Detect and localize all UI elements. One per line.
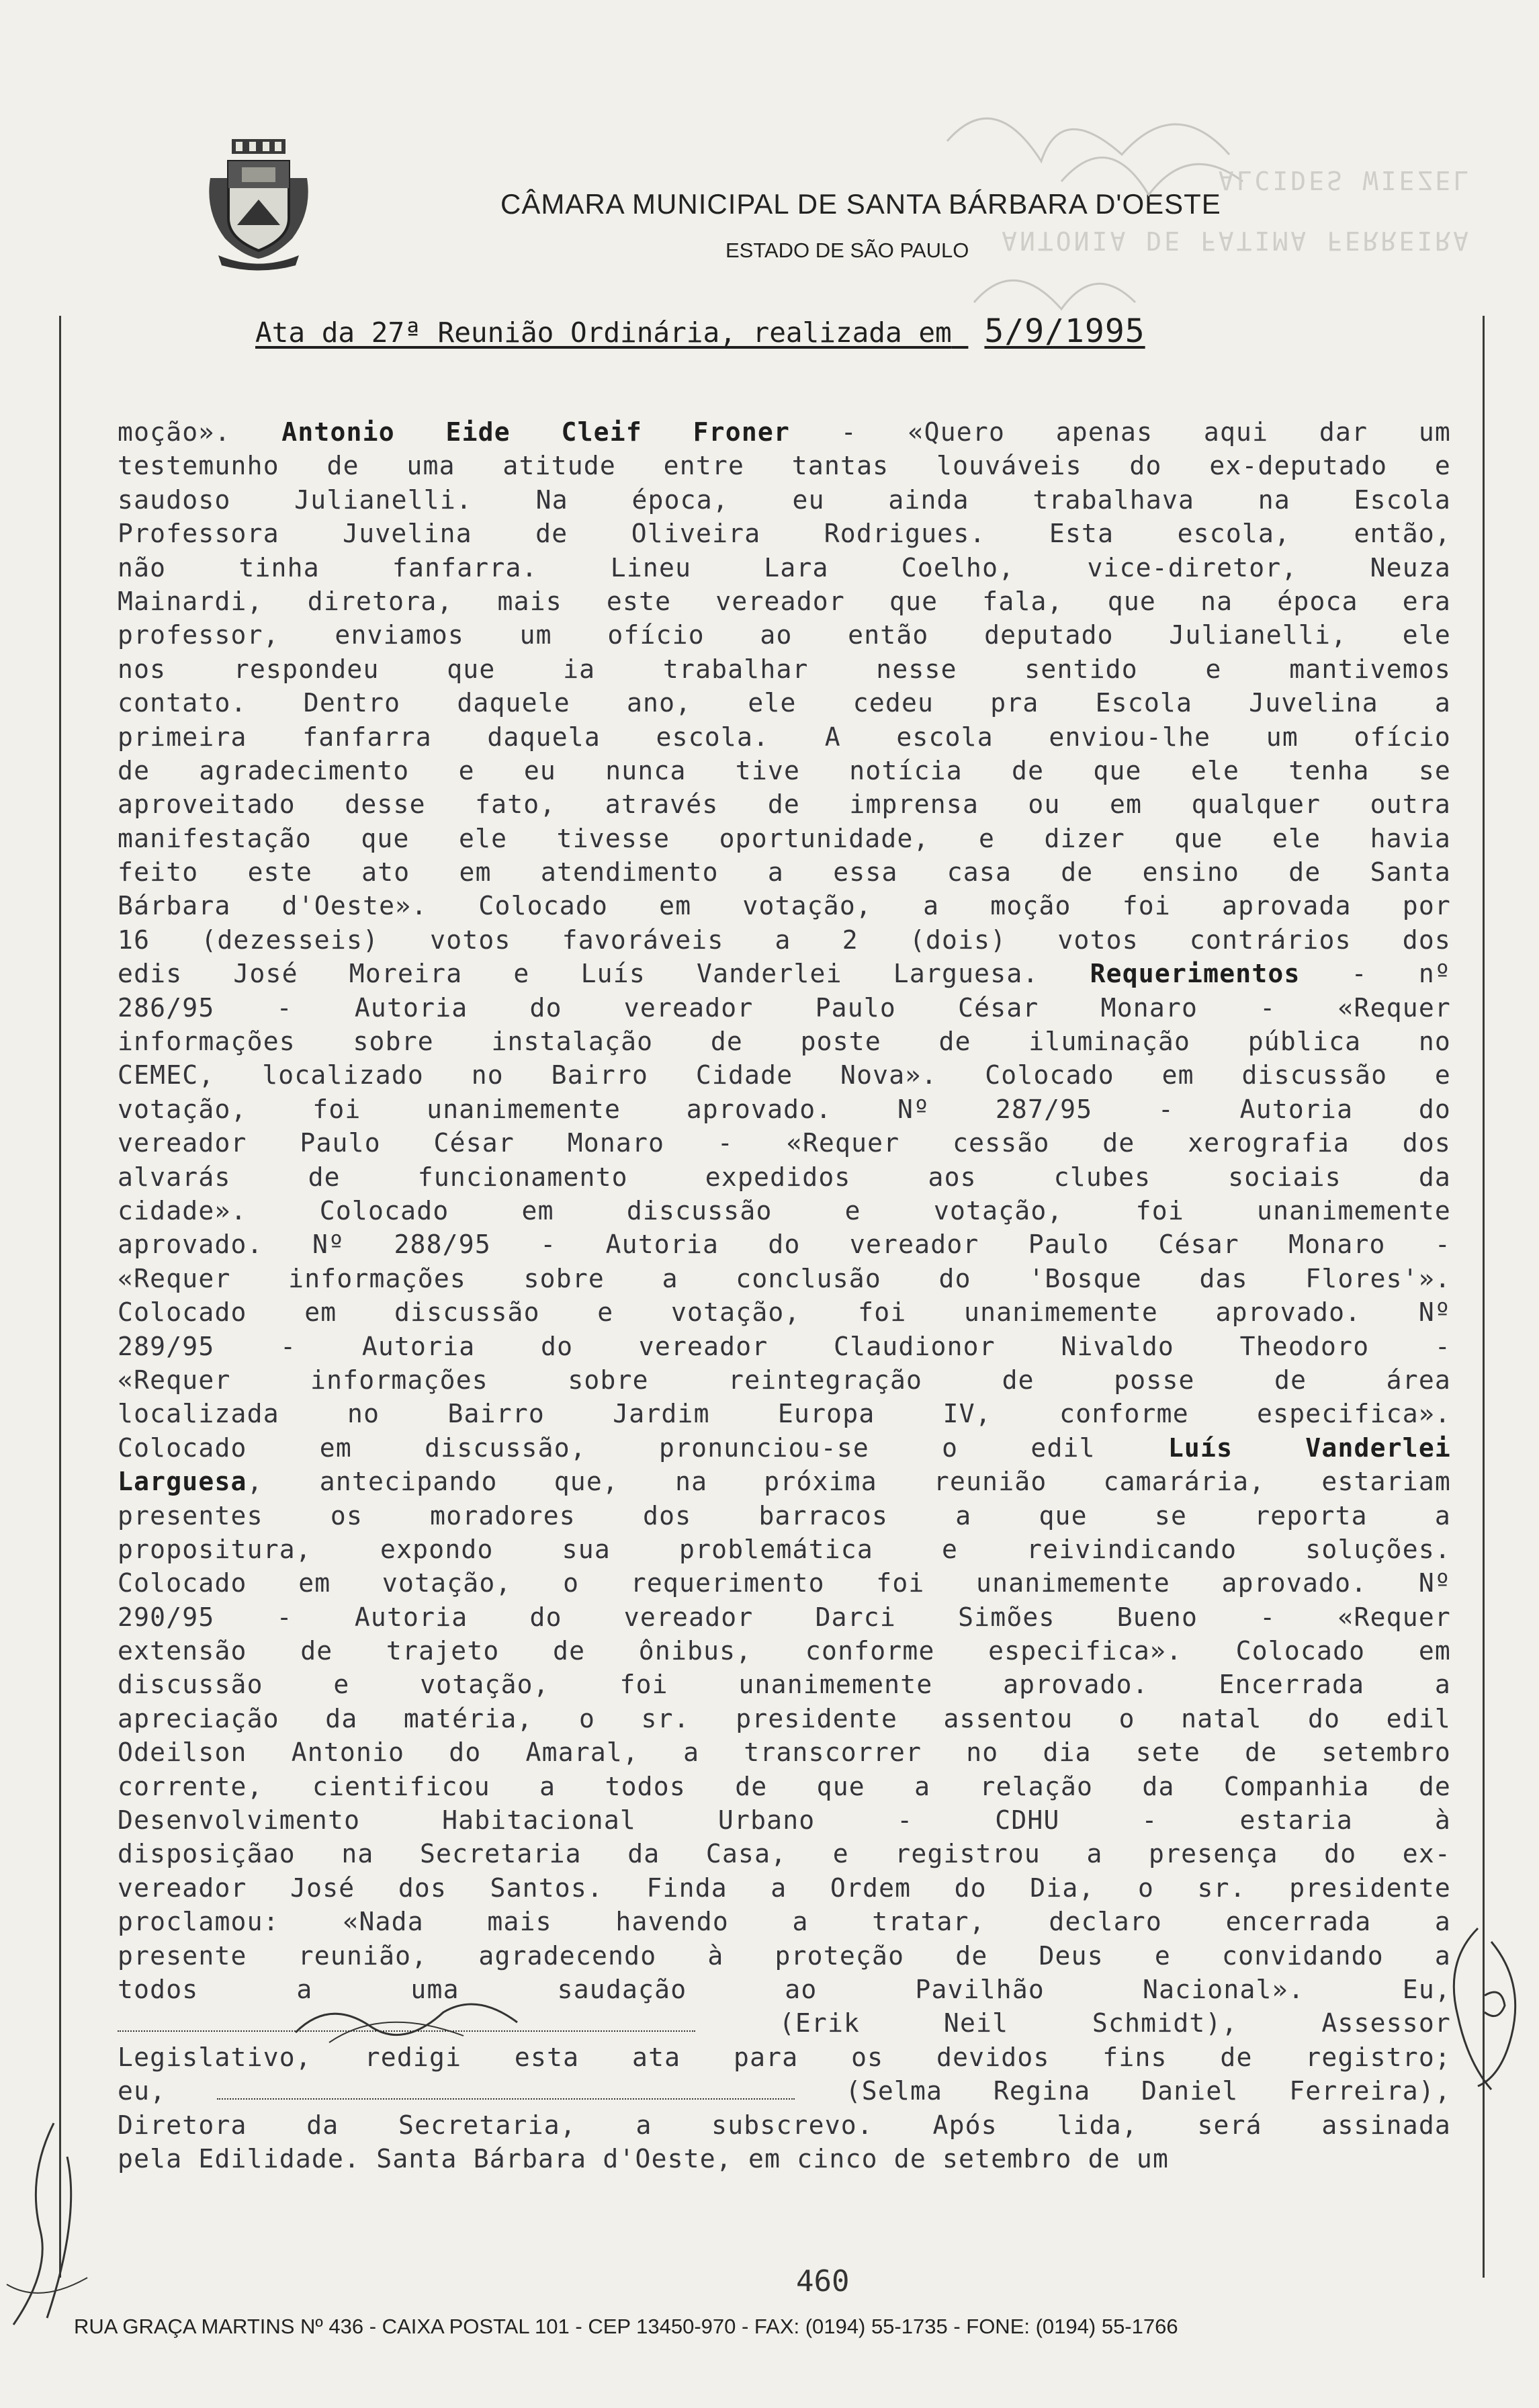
text-run: moção».: [118, 417, 231, 447]
text-line: presente reunião, agradecendo à proteção de Deus e convidando a: [118, 1940, 1451, 1971]
text-line: Diretora da Secretaria, a subscrevo. Após lida, será assinada: [118, 2110, 1451, 2140]
text-line: corrente, cientificou a todos de que a relação da Companhia de: [118, 1771, 1451, 1801]
text-line: [118, 415, 1451, 449]
minutes-body: [118, 415, 1451, 2176]
text-line: CEMEC, localizado no Bairro Cidade Nova». Colocado em discussão e: [118, 1060, 1451, 1090]
text-line: primeira fanfarra daquela escola. A escola enviou-lhe um ofício: [118, 722, 1451, 752]
text-run: - «Quero apenas aqui dar um: [790, 417, 1451, 447]
text-run: (Selma Regina Daniel Ferreira),: [845, 2076, 1451, 2106]
text-line: Professora Juvelina de Oliveira Rodrigues. Esta escola, então,: [118, 519, 1451, 549]
speaker-name: Larguesa: [118, 1467, 247, 1497]
show-through-name-2: ANTONIA DE FATIMA FERREIRA: [1002, 226, 1471, 255]
footer-address: RUA GRAÇA MARTINS Nº 436 - CAIXA POSTAL 101 - CEP 13450-970 - FAX: (0194) 55-1735 - FONE: (0194) 55-1766: [74, 2315, 1178, 2338]
text-line: alvarás de funcionamento expedidos aos clubes sociais da: [118, 1162, 1451, 1192]
text-line: saudoso Julianelli. Na época, eu ainda trabalhava na Escola: [118, 484, 1451, 515]
handwritten-rubric-right: [1438, 1922, 1532, 2096]
text-run: - nº: [1300, 959, 1451, 989]
text-line: de agradecimento e eu nunca tive notícia de que ele tenha se: [118, 755, 1451, 785]
text-line: votação, foi unanimemente aprovado. Nº 287/95 - Autoria do: [118, 1094, 1451, 1124]
text-line: Bárbara d'Oeste». Colocado em votação, a moção foi aprovada por: [118, 891, 1451, 921]
speaker-name: Antonio Eide Cleif Froner: [281, 417, 791, 447]
text-line: vereador Paulo César Monaro - «Requer cessão de xerografia dos: [118, 1128, 1451, 1158]
text-line: Odeilson Antonio do Amaral, a transcorrer no dia sete de setembro: [118, 1737, 1451, 1768]
text-line: Desenvolvimento Habitacional Urbano - CDHU - estaria à: [118, 1805, 1451, 1836]
minutes-title-text: Ata da 27ª Reunião Ordinária, realizada em: [255, 316, 952, 349]
text-line: localizada no Bairro Jardim Europa IV, conforme especifica».: [118, 1399, 1451, 1429]
show-through-name-1: ALCIDES WIEZEL: [1218, 165, 1471, 195]
text-run: Colocado em discussão, pronunciou-se o edil: [118, 1432, 1096, 1463]
text-line: vereador José dos Santos. Finda a Ordem do Dia, o sr. presidente: [118, 1873, 1451, 1903]
text-line: [118, 2006, 1451, 2040]
signature-blank: [118, 2030, 695, 2032]
text-run: (Erik Neil Schmidt), Assessor: [779, 2008, 1451, 2038]
text-line: [118, 957, 1451, 990]
text-line: discussão e votação, foi unanimemente aprovado. Encerrada a: [118, 1670, 1451, 1700]
text-line: Colocado em discussão e votação, foi unanimemente aprovado. Nº: [118, 1297, 1451, 1328]
text-line: não tinha fanfarra. Lineu Lara Coelho, vice-diretor, Neuza: [118, 552, 1451, 583]
text-line: proclamou: «Nada mais havendo a tratar, declaro encerrada a: [118, 1907, 1451, 1937]
meeting-date: 5/9/1995: [984, 312, 1145, 350]
text-line: Colocado em votação, o requerimento foi unanimemente aprovado. Nº: [118, 1568, 1451, 1598]
right-margin-line: [1483, 316, 1485, 2278]
text-line: extensão de trajeto de ônibus, conforme especifica». Colocado em: [118, 1636, 1451, 1666]
text-line: [118, 2074, 1451, 2108]
text-line: todos a uma saudação ao Pavilhão Nacional». Eu,: [118, 1974, 1451, 2004]
text-line: «Requer informações sobre a conclusão do 'Bosque das Flores'».: [118, 1263, 1451, 1293]
text-line: disposiçãao na Secretaria da Casa, e registrou a presença do ex-: [118, 1839, 1451, 1869]
text-line: «Requer informações sobre reintegração de posse de área: [118, 1365, 1451, 1395]
text-line: testemunho de uma atitude entre tantas louváveis do ex-deputado e: [118, 451, 1451, 481]
handwritten-rubric-left: [0, 2116, 94, 2331]
text-line: propositura, expondo sua problemática e reivindicando soluções.: [118, 1534, 1451, 1564]
text-line: feito este ato em atendimento a essa casa de ensino de Santa: [118, 857, 1451, 888]
text-run: eu,: [118, 2076, 167, 2106]
text-line: 290/95 - Autoria do vereador Darci Simões Bueno - «Requer: [118, 1602, 1451, 1632]
coat-of-arms-logo: [205, 138, 312, 272]
text-line: aprovado. Nº 288/95 - Autoria do vereador Paulo César Monaro -: [118, 1230, 1451, 1260]
text-line: contato. Dentro daquele ano, ele cedeu pra Escola Juvelina a: [118, 688, 1451, 718]
text-line: cidade». Colocado em discussão e votação, foi unanimemente: [118, 1195, 1451, 1226]
signature-blank: [217, 2098, 795, 2100]
text-line: informações sobre instalação de poste de iluminação pública no: [118, 1027, 1451, 1057]
minutes-title: [255, 312, 1145, 350]
text-line: Legislativo, redigi esta ata para os devidos fins de registro;: [118, 2042, 1451, 2072]
text-line: Mainardi, diretora, mais este vereador que fala, que na época era: [118, 586, 1451, 616]
section-heading: Requerimentos: [1090, 959, 1301, 989]
text-line: presentes os moradores dos barracos a que se reporta a: [118, 1500, 1451, 1531]
state-name: ESTADO DE SÃO PAULO: [725, 239, 969, 262]
text-line: 16 (dezesseis) votos favoráveis a 2 (dois) votos contrários dos: [118, 924, 1451, 955]
text-line: aproveitado desse fato, através de imprensa ou em qualquer outra: [118, 789, 1451, 820]
text-line: [118, 1431, 1451, 1465]
text-line: 286/95 - Autoria do vereador Paulo César Monaro - «Requer: [118, 992, 1451, 1023]
page-number: 460: [796, 2264, 850, 2298]
text-line: [118, 1465, 1451, 1498]
text-line: nos respondeu que ia trabalhar nesse sentido e mantivemos: [118, 654, 1451, 684]
text-line: professor, enviamos um ofício ao então deputado Julianelli, ele: [118, 620, 1451, 650]
chamber-name: CÂMARA MUNICIPAL DE SANTA BÁRBARA D'OESTE: [500, 188, 1221, 220]
text-run: edis José Moreira e Luís Vanderlei Larguesa.: [118, 959, 1039, 989]
text-line: apreciação da matéria, o sr. presidente assentou o natal do edil: [118, 1703, 1451, 1733]
speaker-name: Luís Vanderlei: [1168, 1432, 1451, 1463]
text-run: , antecipando que, na próxima reunião camarária, estariam: [247, 1467, 1451, 1497]
left-margin-line: [59, 316, 61, 2278]
text-line: 289/95 - Autoria do vereador Claudionor Nivaldo Theodoro -: [118, 1331, 1451, 1361]
text-line: pela Edilidade. Santa Bárbara d'Oeste, em cinco de setembro de um: [118, 2143, 1170, 2174]
text-line: manifestação que ele tivesse oportunidade, e dizer que ele havia: [118, 823, 1451, 853]
